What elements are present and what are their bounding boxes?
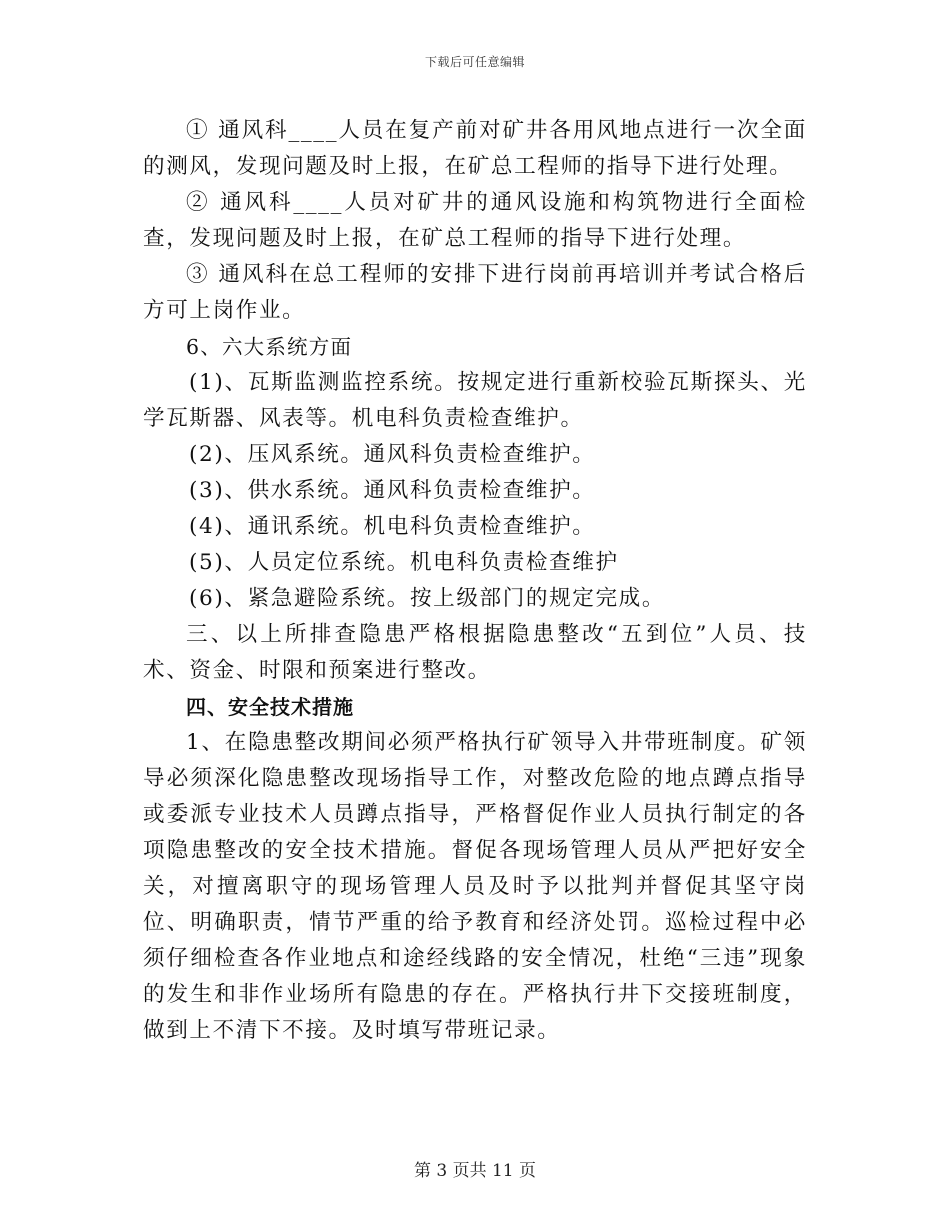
list-item-compressed-air: (2)、压风系统。通风科负责检查维护。 <box>189 442 596 467</box>
list-item-water-supply: (3)、供水系统。通风科负责检查维护。 <box>189 478 596 503</box>
list-item-gas-monitoring: (1)、瓦斯监测监控系统。按规定进行重新校验瓦斯探头、光学瓦斯器、风表等。机电科负责检查维护。 <box>143 370 807 431</box>
paragraph-ventilation-training: ③ 通风科在总工程师的安排下进行岗前再培训并考试合格后方可上岗作业。 <box>143 262 807 323</box>
paragraph-ventilation-survey: ① 通风科____人员在复产前对矿井各用风地点进行一次全面的测风，发现问题及时上报，在矿总工程师的指导下进行处理。 <box>143 118 807 179</box>
paragraph-leadership-shift: 1、在隐患整改期间必须严格执行矿领导入井带班制度。矿领导必须深化隐患整改现场指导工作，对整改危险的地点蹲点指导或委派专业技术人员蹲点指导，严格督促作业人员执行制定的各项隐患整改的安全技术措施。督促各现场管理人员从严把好安全关，对擅离职守的现场管理人员及时予以批判并督促其坚守岗位、明确职责，情节严重的给予教育和经济处罚。巡检过程中必须仔细检查各作业地点和途经线路的安全情况，杜绝“三违”现象的发生和非作业场所有隐患的存在。严格执行井下交接班制度，做到上不清下不接。及时填写带班记录。 <box>143 730 807 1043</box>
page-footer: 第 3 页共 11 页 <box>413 1161 537 1181</box>
document-body <box>143 113 807 1049</box>
section-heading-safety-measures: 四、安全技术措施 <box>186 695 354 719</box>
paragraph-ventilation-facilities: ② 通风科____人员对矿井的通风设施和构筑物进行全面检查，发现问题及时上报，在矿总工程师的指导下进行处理。 <box>143 190 807 251</box>
paragraph-rectification: 三、以上所排查隐患严格根据隐患整改“五到位”人员、技术、资金、时限和预案进行整改。 <box>143 622 807 683</box>
list-item-communication: (4)、通讯系统。机电科负责检查维护。 <box>189 514 596 539</box>
list-item-emergency-refuge: (6)、紧急避险系统。按上级部门的规定完成。 <box>189 586 666 611</box>
section-six-systems: 6、六大系统方面 <box>186 335 353 359</box>
list-item-personnel-positioning: (5)、人员定位系统。机电科负责检查维护 <box>189 550 619 575</box>
page-header: 下载后可任意编辑 <box>424 55 525 69</box>
